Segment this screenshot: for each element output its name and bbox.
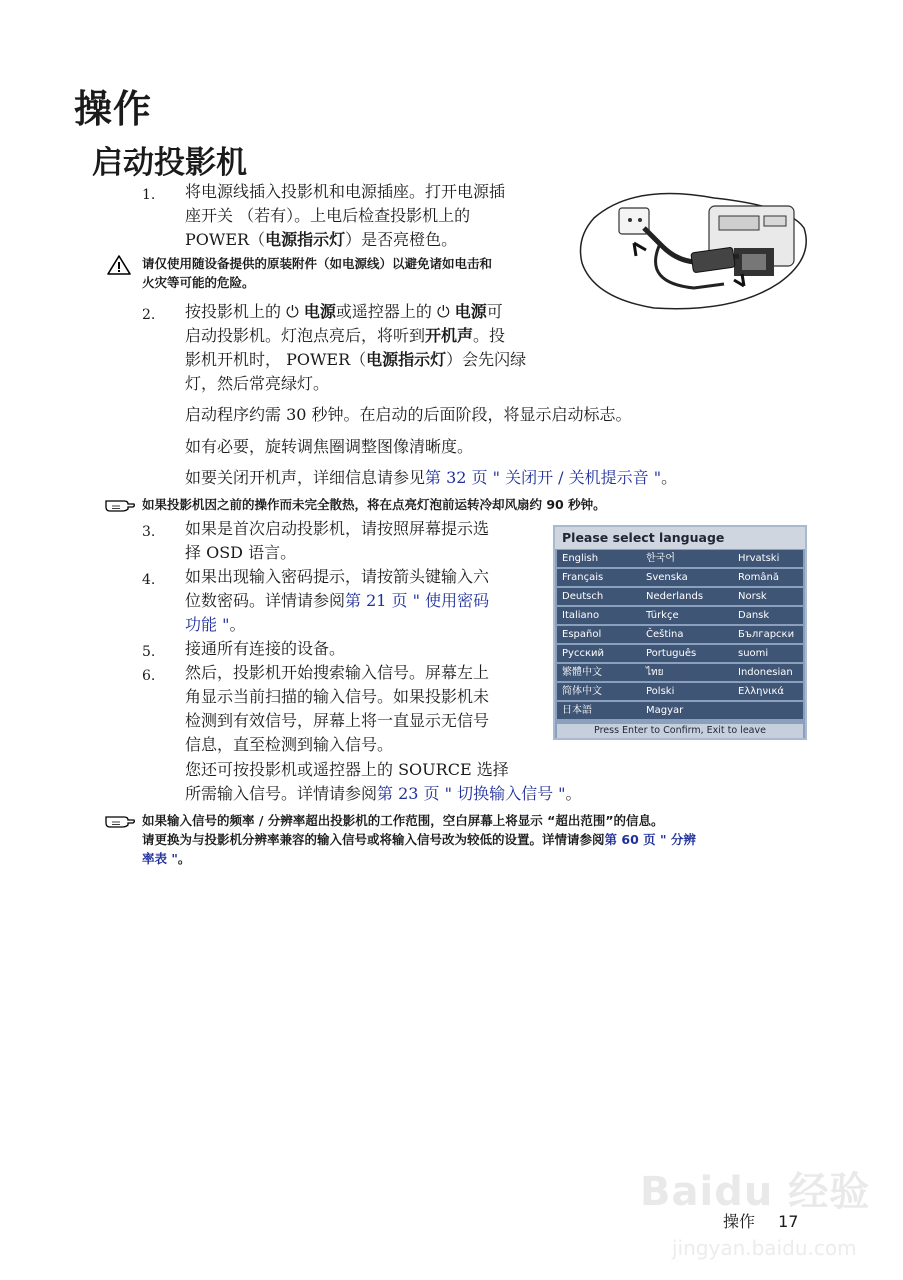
- language-option[interactable]: Polski: [646, 686, 675, 697]
- pointing-hand-icon: [104, 495, 136, 513]
- language-option[interactable]: ไทย: [646, 667, 664, 678]
- step-number: 6.: [142, 668, 156, 684]
- text-line: 如果是首次启动投影机，请按照屏幕提示选: [185, 519, 490, 538]
- text-line: 择 OSD 语言。: [185, 543, 297, 562]
- text-line: 灯，然后常亮绿灯。: [185, 374, 330, 393]
- out-of-range-note: [142, 811, 812, 868]
- page-number: 17: [778, 1212, 799, 1231]
- pointing-hand-icon: [104, 811, 136, 829]
- language-option[interactable]: Русский: [562, 648, 604, 659]
- language-menu-title: Please select language: [555, 527, 805, 549]
- step-number: 4.: [142, 572, 156, 588]
- text-line: 启动投影机。灯泡点亮后，将听到开机声。投: [185, 326, 506, 345]
- text-line: POWER（电源指示灯）是否亮橙色。: [185, 230, 458, 249]
- language-option[interactable]: Svenska: [646, 572, 688, 583]
- language-option[interactable]: Deutsch: [562, 591, 604, 602]
- language-row: [557, 664, 803, 681]
- text-line: 信息，直至检测到输入信号。: [185, 735, 394, 754]
- language-option[interactable]: Norsk: [738, 591, 767, 602]
- language-option[interactable]: Magyar: [646, 705, 684, 716]
- page-link[interactable]: 第 32 页 " 关闭开 / 关机提示音 ": [425, 468, 662, 487]
- step-number: 2.: [142, 307, 156, 323]
- warning-icon: [106, 254, 132, 276]
- language-option[interactable]: Dansk: [738, 610, 770, 621]
- language-row: [557, 683, 803, 700]
- language-row: [557, 645, 803, 662]
- text-line: 座开关 （若有）。上电后检查投影机上的: [185, 206, 471, 225]
- language-grid: [557, 550, 803, 721]
- language-option[interactable]: suomi: [738, 648, 769, 659]
- language-option[interactable]: Português: [646, 648, 697, 659]
- page-footer: [723, 1209, 798, 1232]
- language-option[interactable]: 简体中文: [562, 686, 602, 697]
- focus-text: 如有必要，旋转调焦圈调整图像清晰度。: [185, 437, 474, 456]
- text-line: 角显示当前扫描的输入信号。如果投影机未: [185, 687, 490, 706]
- step-3-text: [185, 517, 545, 565]
- language-row: [557, 626, 803, 643]
- language-option[interactable]: English: [562, 553, 599, 564]
- text-line: 将电源线插入投影机和电源插座。打开电源插: [185, 182, 506, 201]
- text-line: 如果出现输入密码提示，请按箭头键输入六: [185, 567, 490, 586]
- language-option[interactable]: 한국어: [646, 553, 675, 564]
- section-heading: 启动投影机: [92, 145, 247, 181]
- page-link[interactable]: 第 23 页 " 切换输入信号 ": [377, 784, 566, 803]
- language-option[interactable]: Español: [562, 629, 602, 640]
- power-icon: ⏻: [286, 302, 299, 321]
- page-link[interactable]: 率表 ": [142, 851, 178, 866]
- page-link[interactable]: 第 60 页 " 分辨: [604, 832, 696, 847]
- language-option[interactable]: Italiano: [562, 610, 600, 621]
- footer-section: 操作: [723, 1212, 756, 1231]
- language-option[interactable]: 日本語: [562, 705, 592, 716]
- language-row: [557, 588, 803, 605]
- text-line: 如果输入信号的频率 / 分辨率超出投影机的工作范围，空白屏幕上将显示 “超出范围”的信息。: [142, 813, 664, 828]
- step-5-text: 接通所有连接的设备。: [185, 639, 346, 658]
- language-option[interactable]: Hrvatski: [738, 553, 780, 564]
- language-menu: [553, 525, 807, 740]
- language-row: [557, 702, 803, 719]
- power-icon: ⏻: [436, 302, 450, 321]
- beep-text: 如要关闭开机声，详细信息请参见第 32 页 " 关闭开 / 关机提示音 "。: [185, 468, 678, 487]
- language-option[interactable]: Čeština: [646, 629, 684, 640]
- step-2-text: [185, 300, 745, 396]
- startup-time-text: 启动程序约需 30 秒钟。在启动的后面阶段，将显示启动标志。: [185, 405, 632, 424]
- source-text: [185, 758, 805, 806]
- language-row: [557, 550, 803, 567]
- text-line: 功能 "。: [185, 615, 246, 634]
- text-line: 火灾等可能的危险。: [142, 275, 255, 290]
- page-heading: 操作: [74, 87, 153, 131]
- text-line: 请更换为与投影机分辨率兼容的输入信号或将输入信号改为较低的设置。详情请参阅第 60 页 " 分辨: [142, 832, 696, 847]
- language-row: [557, 607, 803, 624]
- step-number: 3.: [142, 524, 156, 540]
- text-line: 您还可按投影机或遥控器上的 SOURCE 选择: [185, 760, 509, 779]
- page-link[interactable]: 功能 ": [185, 615, 230, 634]
- text-line: 影机开机时， POWER（电源指示灯）会先闪绿: [185, 350, 527, 369]
- language-option[interactable]: Български: [738, 629, 795, 640]
- language-option[interactable]: Ελληνικά: [738, 686, 784, 697]
- text-line: 请仅使用随设备提供的原装附件（如电源线）以避免诸如电击和: [142, 256, 493, 271]
- step-1-text: [185, 180, 565, 252]
- language-menu-footer: Press Enter to Confirm, Exit to leave: [557, 724, 803, 738]
- text-line: 按投影机上的 ⏻ 电源或遥控器上的 ⏻ 电源可: [185, 302, 503, 321]
- language-option[interactable]: Français: [562, 572, 604, 583]
- warning-text: [142, 254, 582, 292]
- step-6-text: [185, 661, 545, 757]
- watermark-url: jingyan.baidu.com: [672, 1236, 857, 1260]
- text-line: 率表 "。: [142, 851, 191, 866]
- step-number: 5.: [142, 644, 156, 660]
- language-option[interactable]: Română: [738, 572, 779, 583]
- language-option[interactable]: 繁體中文: [562, 667, 602, 678]
- text-line: 所需输入信号。详情请参阅第 23 页 " 切换输入信号 "。: [185, 784, 582, 803]
- baidu-watermark: Baidu 经验: [640, 1169, 871, 1215]
- language-option: [733, 702, 803, 719]
- text-line: 位数密码。详情请参阅第 21 页 " 使用密码: [185, 591, 490, 610]
- step-4-text: [185, 565, 545, 637]
- language-row: [557, 569, 803, 586]
- text-line: 检测到有效信号，屏幕上将一直显示无信号: [185, 711, 490, 730]
- language-option[interactable]: Nederlands: [646, 591, 704, 602]
- step-number: 1.: [142, 187, 156, 203]
- cooling-note: 如果投影机因之前的操作而未完全散热，将在点亮灯泡前运转冷却风扇约 90 秒钟。: [142, 497, 606, 512]
- power-cord-illustration: [574, 188, 814, 318]
- language-option[interactable]: Indonesian: [738, 667, 793, 678]
- page-link[interactable]: 第 21 页 " 使用密码: [345, 591, 490, 610]
- text-line: 然后，投影机开始搜索输入信号。屏幕左上: [185, 663, 490, 682]
- language-option[interactable]: Türkçe: [646, 610, 679, 621]
